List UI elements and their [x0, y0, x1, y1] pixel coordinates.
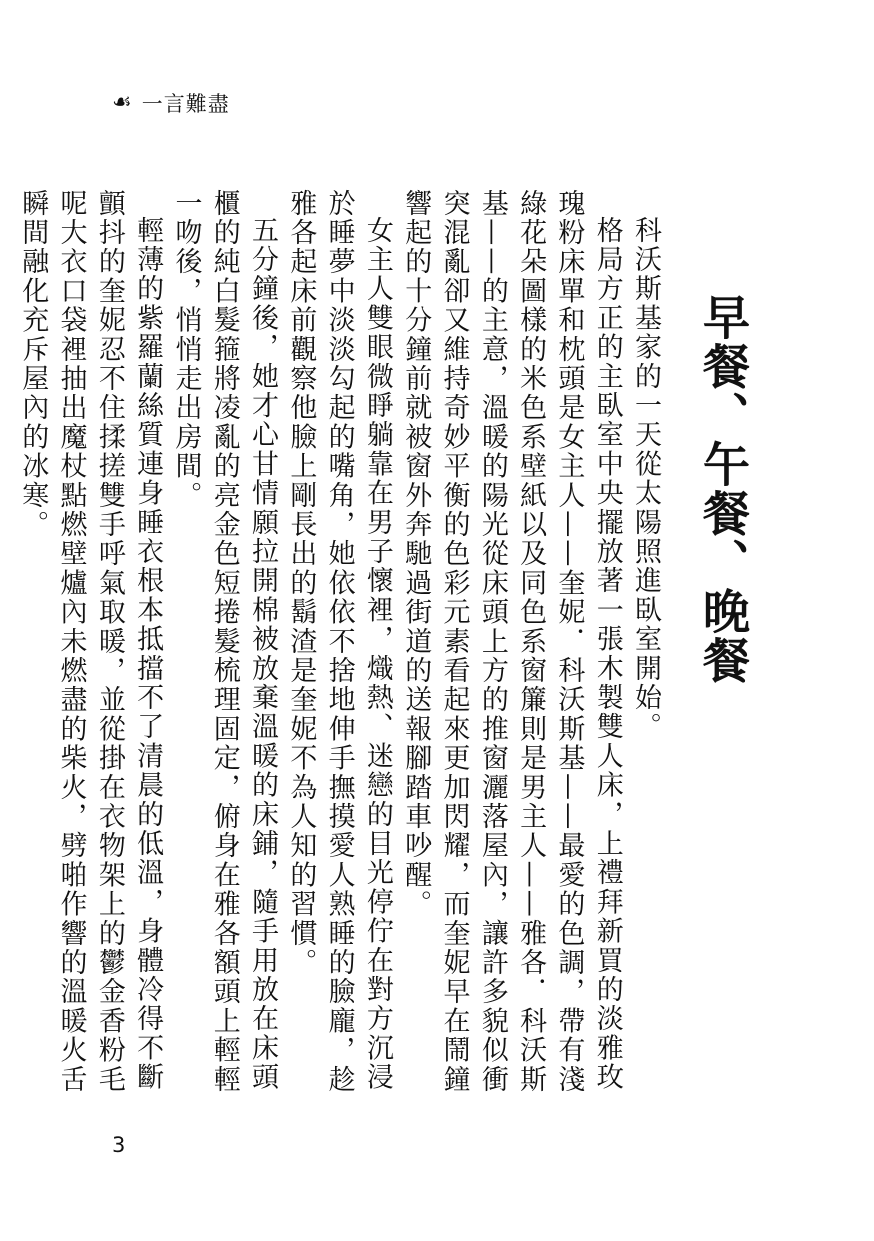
book-title: 一言難盡	[141, 92, 230, 116]
page-number: 3	[112, 1133, 126, 1157]
paragraph: 科沃斯基家的一天從太陽照進臥室開始。	[630, 216, 661, 742]
body-text	[17, 189, 664, 1119]
paragraph: 格局方正的主臥室中央擺放著一張木製雙人床，上禮拜新買的淡雅玫瑰粉床單和枕頭是女主人——奎妮．科沃斯基——最愛的色調，帶有淺綠花朵圖樣的米色系壁紙以及同色系窗簾則是男主人——雅各．科沃斯基——的主意，溫暖的陽光從床頭上方的推窗灑落屋內，讓許多貌似衝突混亂卻又維持奇妙平衡的色彩元素看起來更加閃耀，而奎妮早在鬧鐘響起的十分鐘前就被窗外奔馳過街道的送報腳踏車吵醒。	[400, 189, 623, 1095]
paragraph: 輕薄的紫羅蘭絲質連身睡衣根本抵擋不了清晨的低溫，身體冷得不斷顫抖的奎妮忍不住揉搓雙手呼氣取暖，並從掛在衣物架上的鬱金香粉毛呢大衣口袋裡抽出魔杖點燃壁爐內未燃盡的柴火，劈啪作響的溫暖火舌瞬間融化充斥屋內的冰寒。	[17, 189, 164, 1095]
chapter-title: 早餐、午餐、晚餐	[695, 293, 750, 685]
fleuron-icon: ☙	[112, 90, 132, 115]
running-header	[112, 88, 230, 118]
paragraph: 五分鐘後，她才心甘情願拉開棉被放棄溫暖的床鋪，隨手用放在床頭櫃的純白髮箍將凌亂的亮金色短捲髮梳理固定，俯身在雅各額頭上輕輕一吻後，悄悄走出房間。	[170, 189, 279, 1095]
paragraph: 女主人雙眼微睜躺靠在男子懷裡，熾熱、迷戀的目光停佇在對方沉浸於睡夢中淡淡勾起的嘴角，她依依不捨地伸手撫摸愛人熟睡的臉龐，趁雅各起床前觀察他臉上剛長出的鬍渣是奎妮不為人知的習慣。	[285, 189, 393, 1095]
